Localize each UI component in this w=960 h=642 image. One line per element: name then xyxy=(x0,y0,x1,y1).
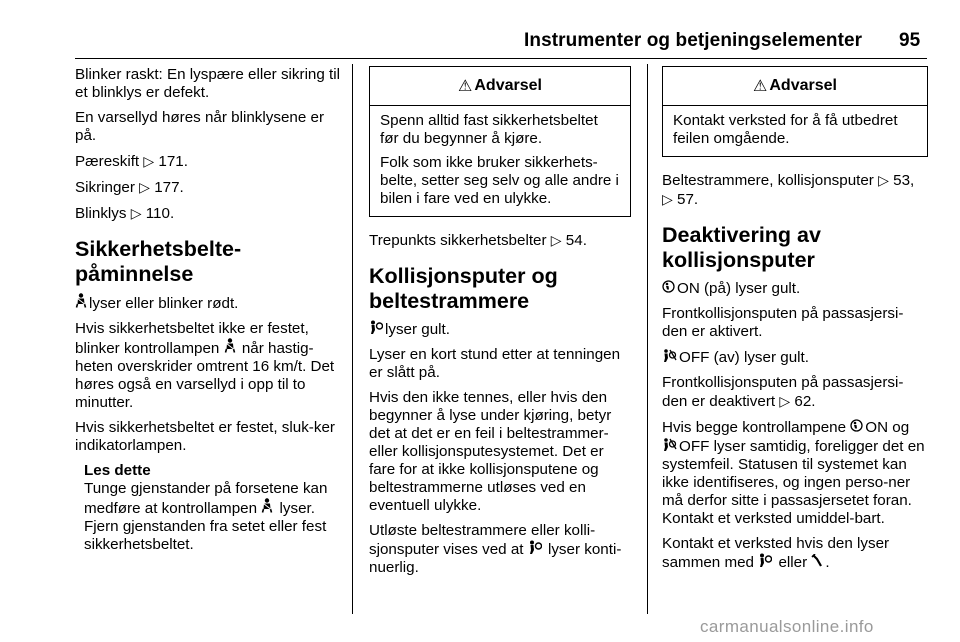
airbag-off-icon xyxy=(662,437,677,455)
arrow-icon: ▷ xyxy=(662,191,673,207)
airbag-on-icon xyxy=(662,279,675,297)
column-3 xyxy=(662,66,928,579)
arrow-icon: ▷ xyxy=(130,205,142,221)
paragraph: lyser eller blinker rødt. xyxy=(75,293,345,313)
paragraph: Frontkollisjonsputen på passasjersi-den er deaktivert ▷ 62. xyxy=(662,374,904,410)
airbag-icon xyxy=(369,320,383,338)
cross-reference[interactable]: Sikringer ▷ 177. xyxy=(75,179,184,196)
heading-seatbelt-reminder: Sikkerhetsbelte- påminnelse xyxy=(75,237,242,286)
note-text: Tunge gjenstander på forsetene kan medføre at kontrollampen lyser. Fjern gjenstanden fra setet eller fest sikkerhetsbeltet. xyxy=(84,480,328,553)
heading-airbag-deactivation: Deaktivering av kollisjonsputer xyxy=(662,223,821,272)
note-title: Les dette xyxy=(84,462,151,479)
paragraph: Hvis sikkerhetsbeltet ikke er festet, blinker kontrollampen når hastig-heten overskrider omtrent 16 km/t. Det høres også en varsellyd i opp til to minutter. xyxy=(75,320,335,411)
paragraph: Lyser en kort stund etter at tenningen er slått på. xyxy=(369,346,621,381)
airbag-icon xyxy=(528,540,542,558)
warning-icon: ⚠ xyxy=(753,78,768,95)
paragraph: En varsellyd høres når blinklysene er på. xyxy=(75,109,325,144)
paragraph: Kontakt et verksted hvis den lyser sammen med eller . xyxy=(662,535,890,571)
seatbelt-icon xyxy=(75,293,87,312)
seatbelt-icon xyxy=(261,498,273,517)
warning-text: Kontakt verksted for å få utbedret feilen omgående. xyxy=(673,112,898,147)
column-divider-2 xyxy=(647,64,648,614)
paragraph: lyser gult. xyxy=(369,320,631,339)
seatbelt-icon xyxy=(224,338,236,357)
cross-reference[interactable]: Blinklys ▷ 110. xyxy=(75,205,175,222)
column-1 xyxy=(75,66,345,554)
cross-reference[interactable]: Trepunkts sikkerhetsbelter ▷ 54. xyxy=(369,232,587,249)
cross-reference[interactable]: Beltestrammere, kollisjonsputer ▷ 53, ▷ 57. xyxy=(662,172,915,208)
arrow-icon: ▷ xyxy=(143,153,155,169)
warning-icon: ⚠ xyxy=(458,78,473,95)
warning-box xyxy=(369,66,631,217)
paragraph: ON (på) lyser gult. xyxy=(662,279,928,298)
paragraph: Hvis begge kontrollampene ON og OFF lyser samtidig, foreligger det en systemfeil. Statusen til systemet kan ikke identifiseres, og ingen perso-ner må derfor sitte i passasjersetet foran. Kontakt et verksted umiddel-bart. xyxy=(662,419,925,527)
warning-text: Spenn alltid fast sikkerhetsbeltet før du begynner å kjøre. xyxy=(380,112,598,147)
airbag-on-icon xyxy=(850,418,863,436)
paragraph: Blinker raskt: En lyspære eller sikring til et blinklys er defekt. xyxy=(75,66,341,101)
paragraph: OFF (av) lyser gult. xyxy=(662,348,928,367)
paragraph: Utløste beltestrammere eller kolli-sjonsputer vises ved at lyser konti-nuerlig. xyxy=(369,522,622,576)
airbag-icon xyxy=(758,553,772,571)
arrow-icon: ▷ xyxy=(550,232,562,248)
page-header xyxy=(0,0,960,58)
column-2 xyxy=(369,66,631,584)
airbag-off-icon xyxy=(662,348,677,366)
header-divider xyxy=(75,58,927,59)
warning-text: Folk som ikke bruker sikkerhets-belte, setter seg selv og alle andre i bilen i fare ved en ulykke. xyxy=(380,154,619,207)
paragraph: Hvis sikkerhetsbeltet er festet, sluk-ker indikatorlampen. xyxy=(75,419,335,454)
column-divider-1 xyxy=(352,64,353,614)
arrow-icon: ▷ xyxy=(878,172,889,188)
watermark: carmanualsonline.info xyxy=(700,617,874,636)
warning-header: ⚠ Advarsel xyxy=(663,67,927,106)
warning-box xyxy=(662,66,928,157)
arrow-icon: ▷ xyxy=(139,179,150,195)
warning-header: ⚠ Advarsel xyxy=(370,67,630,106)
cross-reference[interactable]: Pæreskift ▷ 171. xyxy=(75,153,188,170)
arrow-icon: ▷ xyxy=(779,393,791,409)
note-box xyxy=(84,462,345,554)
paragraph: Hvis den ikke tennes, eller hvis den begynner å lyse under kjøring, betyr det at det er en feil i beltestrammer-eller kollisjonsputesystemet. Det er fare for at ikke kollisjonsputene og beltestrammerne utløses ved en eventuell ulykke. xyxy=(369,389,612,514)
heading-airbags: Kollisjonsputer og beltestrammere xyxy=(369,264,558,313)
section-title: Instrumenter og betjeningselementer xyxy=(524,30,863,51)
paragraph: Frontkollisjonsputen på passasjersi-den er aktivert. xyxy=(662,305,904,340)
wrench-icon xyxy=(811,553,823,571)
page-number: 95 xyxy=(899,30,921,51)
